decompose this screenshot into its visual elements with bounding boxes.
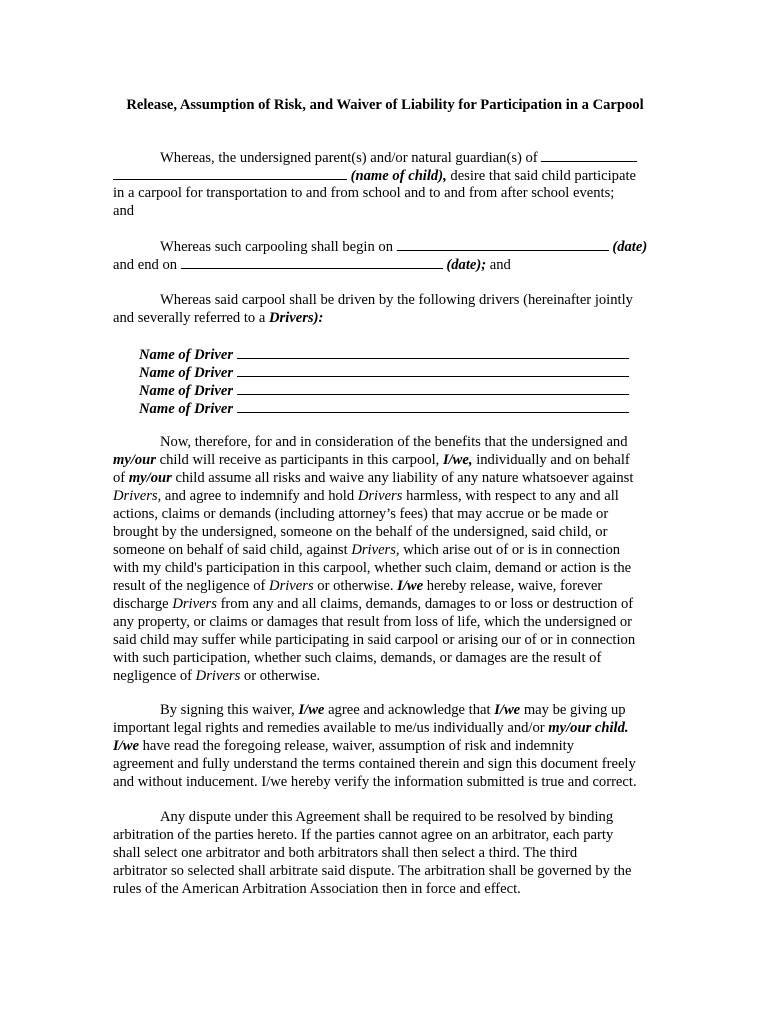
text: and without inducement. I/we hereby verify the information submitted is true and correct. (113, 774, 637, 790)
text: Whereas said carpool shall be driven by the following drivers (hereinafter jointly (160, 292, 633, 308)
emphasis: I/we (397, 578, 424, 594)
text: important legal rights and remedies available to me/us individually and/or (113, 720, 545, 736)
document-title: Release, Assumption of Risk, and Waiver of Liability for Participation in a Carpool (126, 97, 644, 113)
driver-name-blank[interactable] (237, 381, 629, 395)
text: may be giving up (523, 702, 626, 718)
emphasis: I/we (113, 738, 139, 754)
text: negligence of (113, 668, 193, 684)
text: and (489, 257, 511, 273)
driver-row (139, 399, 639, 417)
driver-label: Name of Driver (139, 401, 234, 417)
emphasis: my/our (128, 470, 172, 486)
text: have read the foregoing release, waiver, assumption of risk and indemnity (142, 738, 575, 754)
text: child assume all risks and waive any liability of any nature whatsoever against (175, 470, 634, 486)
driver-row (139, 381, 639, 399)
text: child will receive as participants in this carpool, (159, 452, 440, 468)
emphasis: I/we (494, 702, 521, 718)
text: shall select one arbitrator and both arbitrators shall then select a third. The third (113, 845, 578, 861)
text: any property, or claims or damages that result from loss of life, which the undersigned or (113, 614, 633, 630)
text: with such participation, whether such claims, demands, or damages are the result of (113, 650, 602, 666)
text: rules of the American Arbitration Association then in force and effect. (113, 881, 521, 897)
paragraph-acknowledgement (113, 701, 658, 791)
text: and agree to indemnify and hold (164, 488, 355, 504)
text: with my child's participation in this carpool, whether such claim, demand or action is the (113, 560, 632, 576)
text: desire that said child participate (450, 168, 636, 184)
driver-label: Name of Driver (139, 383, 234, 399)
paragraph-carpool-dates (113, 237, 658, 273)
end-date-blank[interactable] (181, 255, 443, 269)
name-of-child-label: (name of child), (350, 168, 447, 184)
text: and end on (113, 257, 178, 273)
driver-row (139, 363, 639, 381)
driver-name-blank[interactable] (237, 345, 629, 359)
drivers-ref: Drivers): (269, 310, 324, 326)
driver-name-blank[interactable] (237, 363, 629, 377)
text: which arise out of or is in connection (403, 542, 621, 558)
emphasis: my/our child. (548, 720, 629, 736)
text: Whereas, the undersigned parent(s) and/or natural guardian(s) of (160, 150, 538, 166)
text: actions, claims or demands (including attorney’s fees) that may accrue or be made or (113, 506, 609, 522)
text: or otherwise. (243, 668, 321, 684)
text: discharge (113, 596, 169, 612)
text: in a carpool for transportation to and from school and to and from after school events; (113, 185, 615, 201)
emphasis: Drivers, (113, 488, 162, 504)
emphasis: Drivers (269, 578, 314, 594)
text: arbitrator so selected shall arbitrate said dispute. The arbitration shall be governed by the (113, 863, 632, 879)
text: of (113, 470, 126, 486)
date-label: (date); (446, 257, 487, 273)
begin-date-blank[interactable] (397, 237, 609, 251)
text: said child may suffer while participating in said carpool or arising our of or in connection (113, 632, 636, 648)
text: harmless, with respect to any and all (406, 488, 619, 504)
text: or otherwise. (317, 578, 394, 594)
driver-row (139, 345, 639, 363)
text: agreement and fully understand the terms contained therein and sign this document freely (113, 756, 636, 772)
text: arbitration of the parties hereto. If the parties cannot agree on an arbitrator, each party (113, 827, 614, 843)
text: By signing this waiver, (160, 702, 295, 718)
date-label: (date) (612, 239, 648, 255)
emphasis: I/we (298, 702, 325, 718)
text: Any dispute under this Agreement shall be required to be resolved by binding (160, 809, 614, 825)
driver-label: Name of Driver (139, 365, 234, 381)
emphasis: Drivers (195, 668, 241, 684)
paragraph-whereas-child (113, 148, 658, 220)
text: brought by the undersigned, someone on the behalf of the undersigned, said child, or (113, 524, 608, 540)
text: and (113, 203, 135, 219)
text: Whereas such carpooling shall begin on (160, 239, 394, 255)
paragraph-release (113, 433, 658, 685)
driver-name-blank[interactable] (237, 399, 629, 413)
text: someone on behalf of said child, against (113, 542, 348, 558)
text: from any and all claims, demands, damages to or loss or destruction of (220, 596, 634, 612)
text: Now, therefore, for and in consideration of the benefits that the undersigned and (160, 434, 628, 450)
text: hereby release, waive, forever (426, 578, 603, 594)
text: and severally referred to a (113, 310, 266, 326)
paragraph-drivers-intro (113, 291, 658, 327)
drivers-list (139, 345, 639, 417)
text: agree and acknowledge that (328, 702, 491, 718)
emphasis: Drivers (172, 596, 217, 612)
emphasis: Drivers, (351, 542, 400, 558)
text: individually and on behalf (476, 452, 630, 468)
emphasis: my/our (113, 452, 156, 468)
child-name-blank[interactable] (113, 166, 347, 180)
child-blank-line-1[interactable] (541, 148, 637, 162)
emphasis: Drivers (357, 488, 403, 504)
paragraph-arbitration (113, 808, 658, 898)
driver-label: Name of Driver (139, 347, 234, 363)
emphasis: I/we, (442, 452, 473, 468)
text: result of the negligence of (113, 578, 266, 594)
